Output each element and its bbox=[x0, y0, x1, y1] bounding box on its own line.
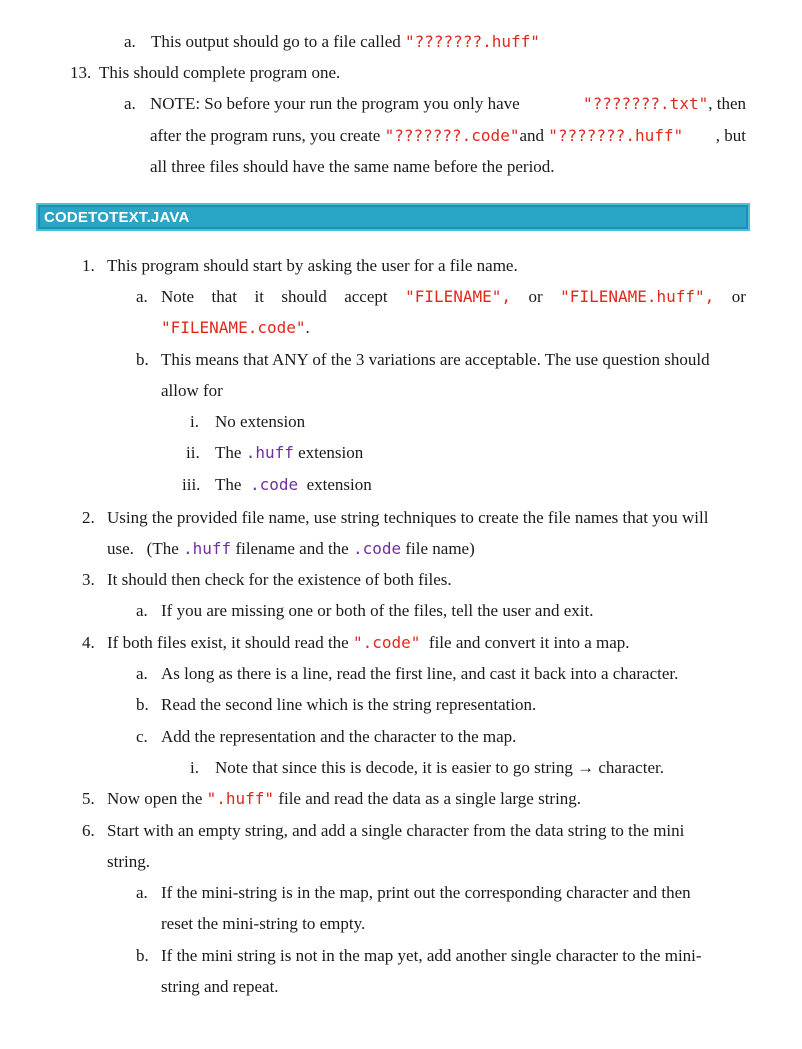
item-6b-line-1: If the mini string is not in the map yet, add another single character to the mini- bbox=[161, 946, 702, 965]
inline-code: .code bbox=[352, 539, 402, 558]
list-marker: b. bbox=[136, 695, 149, 714]
inline-code: .code bbox=[249, 475, 299, 494]
list-marker: i. bbox=[190, 412, 199, 431]
note-line-3: all three files should have the same name before the period. bbox=[150, 157, 555, 176]
item-6b-line-2: string and repeat. bbox=[161, 977, 279, 996]
list-marker: 13. bbox=[70, 63, 92, 82]
note-line-2: after the program runs, you create "???????.code"and "???????.huff" , but bbox=[150, 126, 746, 145]
item-1a-line-2: "FILENAME.code". bbox=[161, 318, 310, 337]
item-4b: b. Read the second line which is the string representation. bbox=[136, 695, 537, 714]
item-2-line-2: use. (The .huff filename and the .code file name) bbox=[107, 539, 475, 558]
item-2-line-1: Using the provided file name, use string techniques to create the file names that you will bbox=[107, 508, 709, 527]
list-marker: 3. bbox=[82, 570, 95, 589]
list-item-5: 5. Now open the ".huff" file and read the data as a single large string. bbox=[82, 789, 582, 808]
top-sub-item bbox=[124, 32, 540, 52]
list-marker: a. bbox=[136, 883, 148, 902]
inline-code: "???????.txt" bbox=[582, 94, 709, 113]
list-text: This should complete program one. bbox=[99, 63, 341, 82]
item-4c-i: i. Note that since this is decode, it is easier to go string → character. bbox=[190, 758, 664, 777]
inline-code: .huff bbox=[183, 539, 232, 558]
list-marker: b. bbox=[136, 946, 149, 965]
list-marker: 5. bbox=[82, 789, 95, 808]
inline-code: "???????.code" bbox=[384, 126, 520, 145]
item-1b-line-1: This means that ANY of the 3 variations are acceptable. The use question should bbox=[161, 350, 710, 369]
list-marker: i. bbox=[190, 758, 199, 777]
inline-code: ".huff" bbox=[206, 789, 275, 808]
list-marker: 6. bbox=[82, 821, 95, 840]
item-6-line-1: Start with an empty string, and add a single character from the data string to the mini bbox=[107, 821, 685, 840]
list-marker: c. bbox=[136, 727, 148, 746]
item-1b-line-2: allow for bbox=[161, 381, 223, 400]
list-marker: a. bbox=[124, 32, 136, 51]
list-marker: a. bbox=[136, 664, 148, 683]
item-1b-ii: ii. The .huff extension bbox=[186, 443, 364, 462]
list-text: This output should go to a file called bbox=[151, 32, 406, 51]
item-1a-line-1: Note that it should accept "FILENAME", or "FILENAME.huff", or bbox=[161, 287, 746, 306]
list-marker: iii. bbox=[182, 475, 201, 494]
list-marker: b. bbox=[136, 350, 149, 369]
section-heading-text: CODETOTEXT.JAVA bbox=[44, 209, 190, 226]
inline-code: "FILENAME.huff", bbox=[560, 287, 715, 306]
inline-code: .huff bbox=[245, 443, 294, 462]
item-6a-line-2: reset the mini-string to empty. bbox=[161, 914, 366, 933]
list-item-1: 1. This program should start by asking the user for a file name. bbox=[82, 256, 518, 275]
item-1b-i: i. No extension bbox=[190, 412, 306, 431]
note-marker: a. bbox=[124, 94, 136, 113]
list-marker: 2. bbox=[82, 508, 95, 527]
item-4c: c. Add the representation and the character to the map. bbox=[136, 727, 517, 746]
list-marker: 4. bbox=[82, 633, 95, 652]
item-1b-iii: iii. The .code extension bbox=[182, 475, 372, 494]
inline-code: "FILENAME", bbox=[405, 287, 512, 306]
item-6-line-2: string. bbox=[107, 852, 150, 871]
inline-code: "???????.huff" bbox=[548, 126, 684, 145]
inline-code: "???????.huff" bbox=[405, 32, 540, 51]
list-marker: a. bbox=[136, 601, 148, 620]
item-3a: a. If you are missing one or both of the files, tell the user and exit. bbox=[136, 601, 594, 620]
inline-code: "FILENAME.code" bbox=[161, 318, 306, 337]
item-6a-line-1: If the mini-string is in the map, print out the corresponding character and then bbox=[161, 883, 691, 902]
item-4a: a. As long as there is a line, read the first line, and cast it back into a character. bbox=[136, 664, 679, 683]
section-heading bbox=[36, 203, 750, 231]
note-line-1: NOTE: So before your run the program you only have "???????.txt", then bbox=[150, 94, 746, 113]
list-marker: 1. bbox=[82, 256, 95, 275]
list-marker: ii. bbox=[186, 443, 200, 462]
list-marker: a. bbox=[136, 287, 148, 306]
list-item-4: 4. If both files exist, it should read the ".code" file and convert it into a map. bbox=[82, 633, 630, 652]
list-item-13 bbox=[70, 63, 340, 83]
inline-code: ".code" bbox=[352, 633, 421, 652]
list-item-3: 3. It should then check for the existence of both files. bbox=[82, 570, 452, 589]
